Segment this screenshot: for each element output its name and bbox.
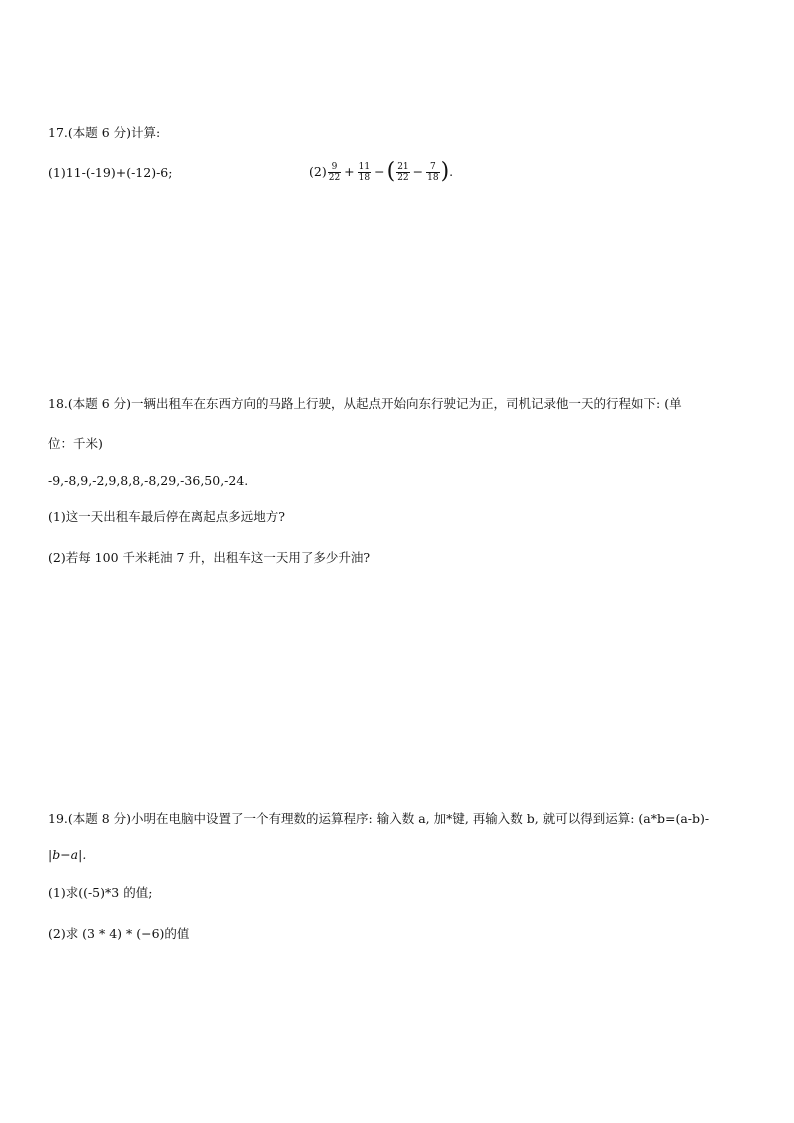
q19-line1: 19.(本题 8 分)小明在电脑中设置了一个有理数的运算程序: 输入数 a, 加*键, 再输入数 b, 就可以得到运算: (a*b=(a-b)- [48,811,710,826]
q19-line2: |b−a|. [48,847,87,862]
fraction-numerator: 7 [426,162,439,173]
fraction-11-18 [358,162,371,183]
q18-question1: (1)这一天出租车最后停在离起点多远地方? [48,509,285,524]
fraction-numerator: 21 [397,161,409,172]
q17-part1: (1)11-(-19)+(-12)-6; [48,165,173,180]
fraction-numerator: 11 [358,161,371,172]
period: . [449,164,454,179]
q17-part2 [309,157,453,187]
fraction-denominator: 22 [397,172,409,183]
plus-sign: + [344,164,355,179]
fraction-21-22 [396,162,409,183]
fraction-7-18 [426,162,439,183]
fraction-denominator: 18 [358,172,371,183]
q18-question2: (2)若每 100 千米耗油 7 升，出租车这一天用了多少升油? [48,550,371,565]
q18-line1: 18.(本题 6 分)一辆出租车在东西方向的马路上行驶，从起点开始向东行驶记为正，司机记录他一天的行程如下: (单 [48,396,682,411]
left-paren: ( [386,159,396,184]
q17-header: 17.(本题 6 分)计算: [48,125,161,140]
minus-sign: − [374,164,385,179]
q18-data: -9,-8,9,-2,9,8,8,-8,29,-36,50,-24. [48,473,249,488]
right-paren: ) [440,159,450,184]
q17-part2-prefix: (2) [309,164,327,179]
q18-line2: 位：千米) [48,436,103,451]
q19-question1: (1)求((-5)*3 的值; [48,885,153,900]
fraction-denominator: 18 [427,172,439,183]
fraction-numerator: 9 [328,162,341,173]
q19-question2: (2)求 (3 * 4) * (−6)的值 [48,926,190,941]
fraction-9-22 [328,162,341,183]
minus-sign: − [412,164,424,179]
fraction-denominator: 22 [328,172,341,183]
